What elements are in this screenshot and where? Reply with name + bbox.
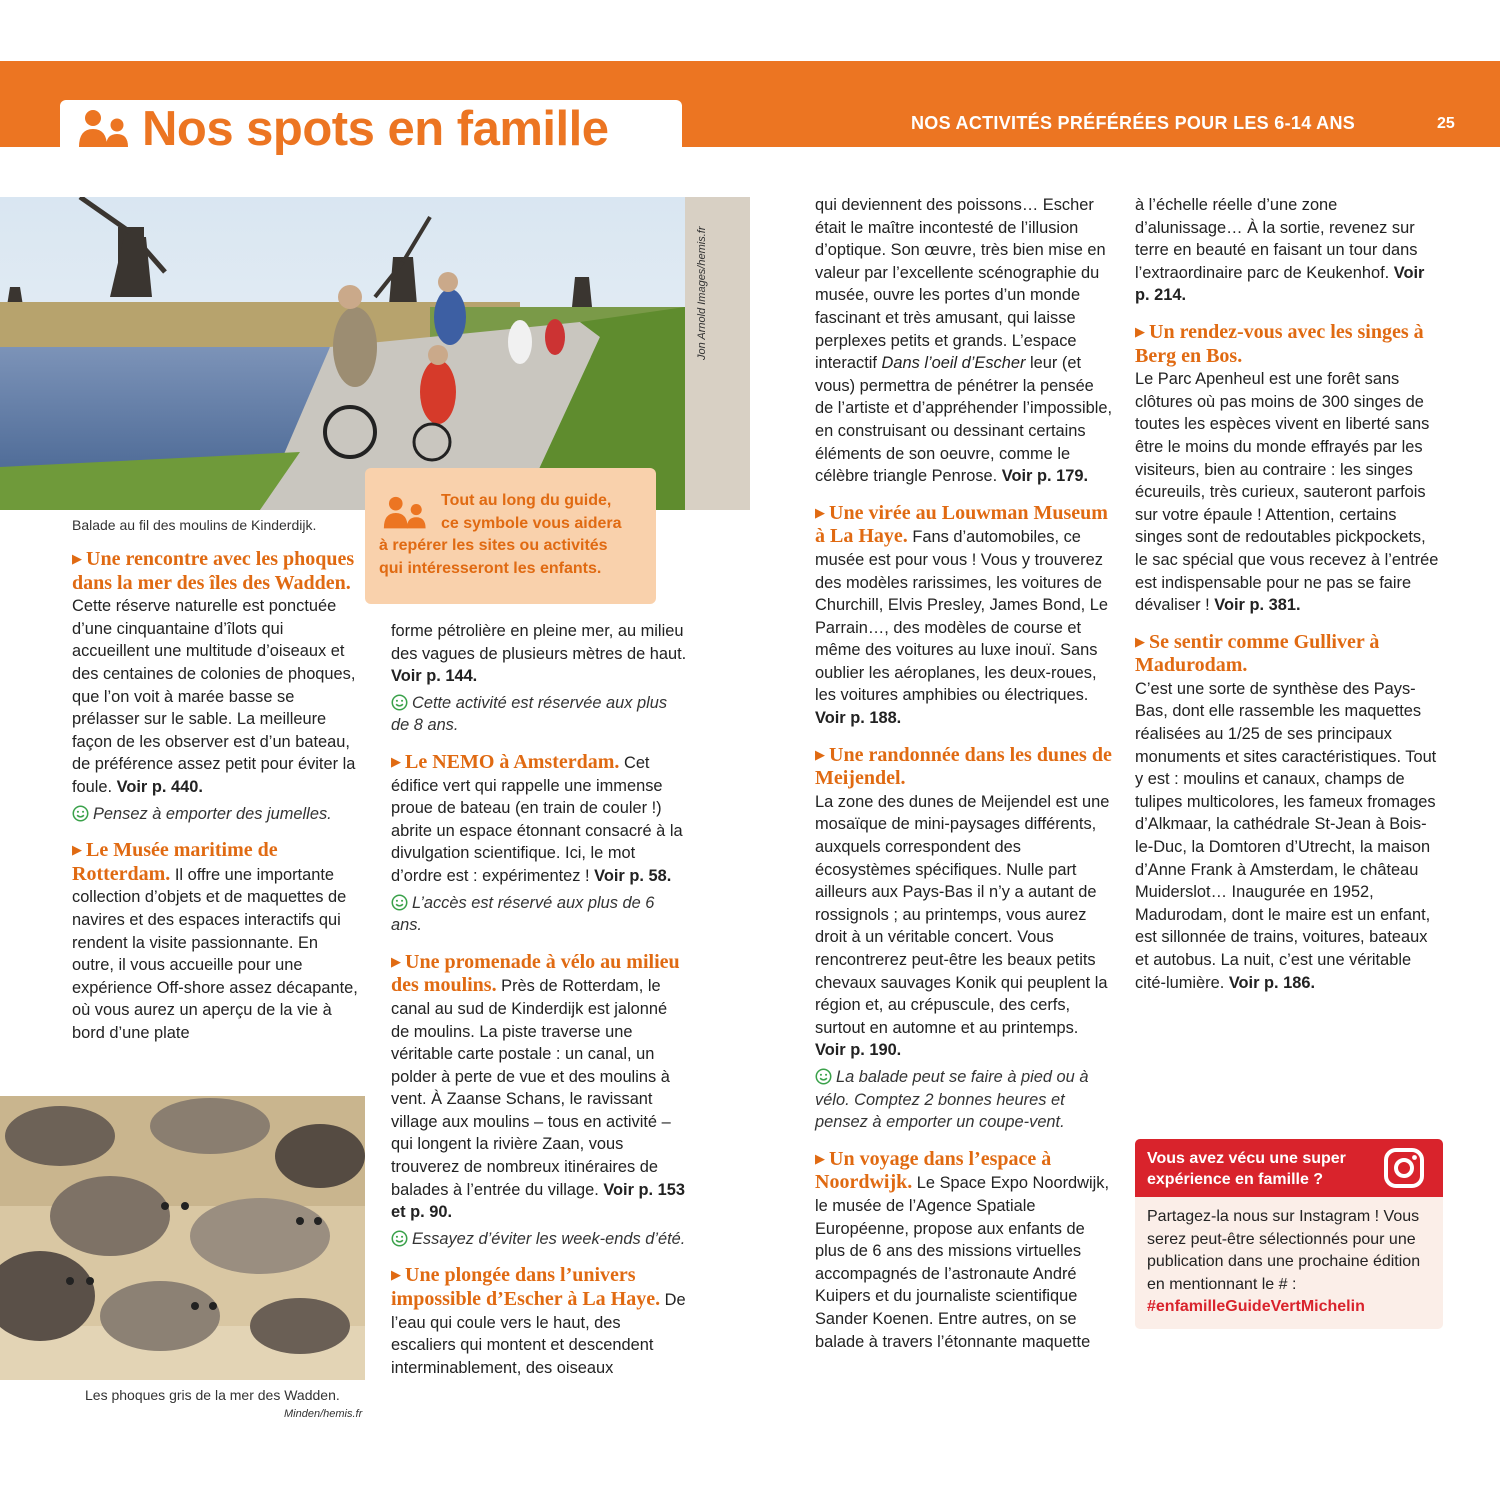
- page-title: Nos spots en famille: [142, 101, 609, 156]
- kids-note: La balade peut se faire à pied ou à vélo. Comptez 2 bonnes heures et pensez à emporter un coupe-vent.: [815, 1067, 1089, 1132]
- section-title: ▶ Un rendez-vous avec les singes à Berg en Bos.: [1135, 320, 1424, 367]
- page-ref: Voir p. 153 et p. 90.: [391, 1180, 685, 1222]
- column-2: [391, 620, 689, 1379]
- windmills-caption: Balade au fil des moulins de Kinderdijk.: [72, 517, 317, 533]
- triangle-icon: ▶: [815, 1151, 825, 1167]
- instagram-box-title: Vous avez vécu une super expérience en famille ?: [1147, 1150, 1346, 1188]
- column-4: [1135, 194, 1440, 994]
- kids-note: Essayez d’éviter les week-ends d’été.: [391, 1228, 689, 1251]
- seals-credit: Minden/hemis.fr: [284, 1408, 363, 1420]
- symbol-box-line: Tout au long du guide,: [441, 492, 612, 509]
- page-ref: Voir p. 188.: [815, 709, 902, 728]
- page-ref: Voir p. 179.: [1001, 467, 1089, 486]
- section-maritime-museum-cont: forme pétrolière en pleine mer, au milieu des vagues de plusieurs mètres de haut. Voir p. 144.: [391, 622, 687, 686]
- section-escher-cont: qui deviennent des poissons… Escher était le maître incontesté de l’illusion d’optique. Son œuvre, très bien mise en valeur par l’excellente scénographie du musée, ouvre les portes d’un monde fascinant et très amusant, qui laisse perplexes petits et grands. L’espace interactif Dans l’oeil d’Escher leur (et vous) permettra de pénétrer la pensée de l’artiste et d’appréhender l’impossible, en construisant ou dessinant certains éléments de son oeuvre, comme le célèbre triangle Penrose. Voir p. 179.: [815, 196, 1113, 486]
- child-smile-icon: [815, 1068, 832, 1085]
- triangle-icon: ▶: [1135, 324, 1145, 340]
- triangle-icon: ▶: [1135, 634, 1145, 650]
- triangle-icon: ▶: [815, 747, 825, 763]
- triangle-icon: ▶: [391, 754, 401, 770]
- page-ref: Voir p. 58.: [594, 866, 672, 885]
- windmills-photo: [0, 197, 750, 510]
- child-smile-icon: [391, 894, 408, 911]
- symbol-box-line: qui intéresseront les enfants.: [379, 559, 602, 577]
- instagram-hashtag[interactable]: #enfamilleGuideVertMichelin: [1147, 1298, 1365, 1315]
- page-number: 25: [1437, 115, 1455, 132]
- child-smile-icon: [391, 694, 408, 711]
- running-head: NOS ACTIVITÉS PRÉFÉRÉES POUR LES 6-14 ANS: [911, 113, 1356, 133]
- instagram-box-header: [1135, 1139, 1443, 1197]
- section-louwman: ▶ Une virée au Louwman Museum à La Haye. Fans d’automobiles, ce musée est pour vous ! Vous y trouverez des modèles rarissimes, les voitures de Churchill, Elvis Presley, James Bond, Le Parrain…, des modèles de course et même des voitures au luxe inouï. Sans oublier les aéroplanes, les deux-roues, les voitures amphibies ou électriques. Voir p. 188.: [815, 501, 1109, 728]
- instagram-icon[interactable]: [1383, 1147, 1425, 1189]
- windmills-credit: Jon Arnold Images/hemis.fr: [696, 226, 708, 360]
- triangle-icon: ▶: [72, 552, 82, 567]
- seals-caption: Les phoques gris de la mer des Wadden.: [85, 1387, 340, 1403]
- section-title: ▶ Le NEMO à Amsterdam.: [391, 750, 620, 773]
- section-escher: ▶ Une plongée dans l’univers impossible d’Escher à La Haye. De l’eau qui coule vers le haut, des escaliers qui montent et descendent interminablement, des oiseaux: [391, 1264, 686, 1377]
- triangle-icon: ▶: [391, 1268, 401, 1284]
- section-title: ▶ Le Musée maritime de Rotterdam.: [72, 839, 278, 885]
- child-smile-icon: [72, 805, 89, 822]
- section-title: ▶ Une rencontre avec les phoques dans la mer des îles des Wadden.: [72, 548, 355, 594]
- symbol-info-box: [365, 468, 656, 604]
- column-3: [815, 194, 1113, 1353]
- kids-note: Cette activité est réservée aux plus de 8 ans.: [391, 693, 668, 735]
- section-title: ▶ Une plongée dans l’univers impossible d’Escher à La Haye.: [391, 1264, 661, 1311]
- triangle-icon: ▶: [391, 954, 401, 970]
- family-icon: [383, 494, 429, 532]
- page-ref: Voir p. 186.: [1228, 973, 1316, 992]
- triangle-icon: ▶: [815, 505, 825, 521]
- kids-note: Pensez à emporter des jumelles.: [72, 803, 362, 826]
- section-meijendel: ▶ Une randonnée dans les dunes de Meijendel. La zone des dunes de Meijendel est une mosaïque de mini-paysages différents, auxquels correspondent des écosystèmes spécifiques. Nulle part ailleurs aux Pays-Bas il n’y a autant de rossignols ; au printemps, vous aurez droit à un véritable concert. Vous rencontrerez peut-être les beaux petits chevaux sauvages Konik qui peuplent la région et, au crépuscule, des cerfs, surtout en automne et au printemps. Voir p. 190.: [815, 743, 1112, 1060]
- section-seals: ▶ Une rencontre avec les phoques dans la mer des îles des Wadden. Cette réserve naturelle est ponctuée d’une cinquantaine d’îlots qui accueillent une multitude d’oiseaux et des centaines de colonies de phoques, que l’on voit à marée basse se prélasser sur le sable. La meilleure façon de les observer est d’un bateau, de préférence assez petit pour éviter la foule. Voir p. 440.: [72, 548, 356, 796]
- page-ref: Voir p. 440.: [116, 777, 203, 796]
- instagram-box: [1135, 1139, 1443, 1329]
- kids-note: L’accès est réservé aux plus de 6 ans.: [391, 893, 655, 935]
- section-nemo: ▶ Le NEMO à Amsterdam. Cet édifice vert qui rappelle une immense proue de bateau (en train de couler !) abrite un espace étonnant consacré à la divulgation scientifique. Ici, le mot d’ordre est : expérimentez ! Voir p. 58.: [391, 750, 683, 885]
- section-title: ▶ Un voyage dans l’espace à Noordwijk.: [815, 1147, 1052, 1194]
- section-space: ▶ Un voyage dans l’espace à Noordwijk. Le Space Expo Noordwijk, le musée de l’Agence Spatiale Européenne, propose aux enfants de plus de 6 ans des missions virtuelles accompagnés de l’astronaute André Kuipers et du journaliste scientifique Sander Koenen. Entre autres, on se balade à travers l’étonnante maquette: [815, 1147, 1110, 1351]
- title-box: [60, 100, 682, 158]
- page-ref: Voir p. 381.: [1214, 596, 1301, 615]
- section-title: ▶ Se sentir comme Gulliver à Madurodam.: [1135, 630, 1380, 677]
- section-title: ▶ Une randonnée dans les dunes de Meijendel.: [815, 743, 1112, 790]
- family-icon: [78, 109, 132, 149]
- page-ref: Voir p. 190.: [815, 1041, 902, 1060]
- section-maritime-museum: ▶ Le Musée maritime de Rotterdam. Il offre une importante collection d’objets et de maquettes de navires et des espaces interactifs qui rendent la visite passionnante. En outre, il vous accueille pour une expérience Off-shore assez décapante, où vous aurez un aperçu de la vie à bord d’une plate: [72, 839, 358, 1042]
- section-title: ▶ Une promenade à vélo au milieu des moulins.: [391, 950, 680, 997]
- seals-photo: [0, 1096, 365, 1380]
- page-ref: Voir p. 214.: [1135, 263, 1425, 305]
- section-space-cont: à l’échelle réelle d’une zone d’alunissage… À la sortie, revenez sur terre en beauté en faisant un tour dans l’extraordinaire parc de Keukenhof. Voir p. 214.: [1135, 196, 1425, 305]
- column-1: [72, 548, 362, 1044]
- instagram-box-body: Partagez-la nous sur Instagram ! Vous serez peut-être sélectionnés pour une publication dans une prochaine édition en mentionnant le # : #enfamilleGuideVertMichelin: [1147, 1208, 1421, 1315]
- section-bike-ride: ▶ Une promenade à vélo au milieu des moulins. Près de Rotterdam, le canal au sud de Kinderdijk est jalonné de moulins. La piste traverse une véritable carte postale : un canal, un polder à perte de vue et des moulins à vent. À Zaanse Schans, le ravissant village aux moulins – tous en activité – qui longent la rivière Zaan, vous trouverez de nombreux itinéraires de balades à l’entrée du village. Voir p. 153 et p. 90.: [391, 950, 685, 1222]
- section-madurodam: ▶ Se sentir comme Gulliver à Madurodam. C’est une sorte de synthèse des Pays-Bas, dont elle rassemble les maquettes réalisées au 1/25 de ses principaux monuments et sites caractéristiques. Tout y est : moulins et canaux, champs de tulipes multicolores, les fameux fromages d’Alkmaar, la cathédrale St-Jean à Bois-le-Duc, la Domtoren d’Utrecht, la maison d’Anne Frank à Amsterdam, le château Muiderslot… Inaugurée en 1952, Madurodam, dont le maire est un enfant, est sillonnée de trains, voitures, bateaux et autobus. La nuit, c’est une véritable cité-lumière. Voir p. 186.: [1135, 630, 1437, 992]
- triangle-icon: ▶: [72, 843, 82, 859]
- page-ref: Voir p. 144.: [391, 667, 478, 686]
- symbol-box-line: ce symbole vous aidera: [441, 514, 622, 532]
- section-apenheul: ▶ Un rendez-vous avec les singes à Berg en Bos. Le Parc Apenheul est une forêt sans clôtures où pas moins de 300 singes de toutes les espèces vivent en liberté sans être le moins du monde effrayés par les visiteurs, bien au contraire : les singes écureuils, très curieux, sauteront parfois sur votre épaule ! Attention, certains singes sont de redoutables pickpockets, le sac spécial que vous recevez à l’entrée est indispensable pour ne pas se faire dévaliser ! Voir p. 381.: [1135, 320, 1439, 615]
- symbol-box-line: à repérer les sites ou activités: [379, 537, 608, 554]
- section-title: ▶ Une virée au Louwman Museum à La Haye.: [815, 501, 1108, 548]
- child-smile-icon: [391, 1230, 408, 1247]
